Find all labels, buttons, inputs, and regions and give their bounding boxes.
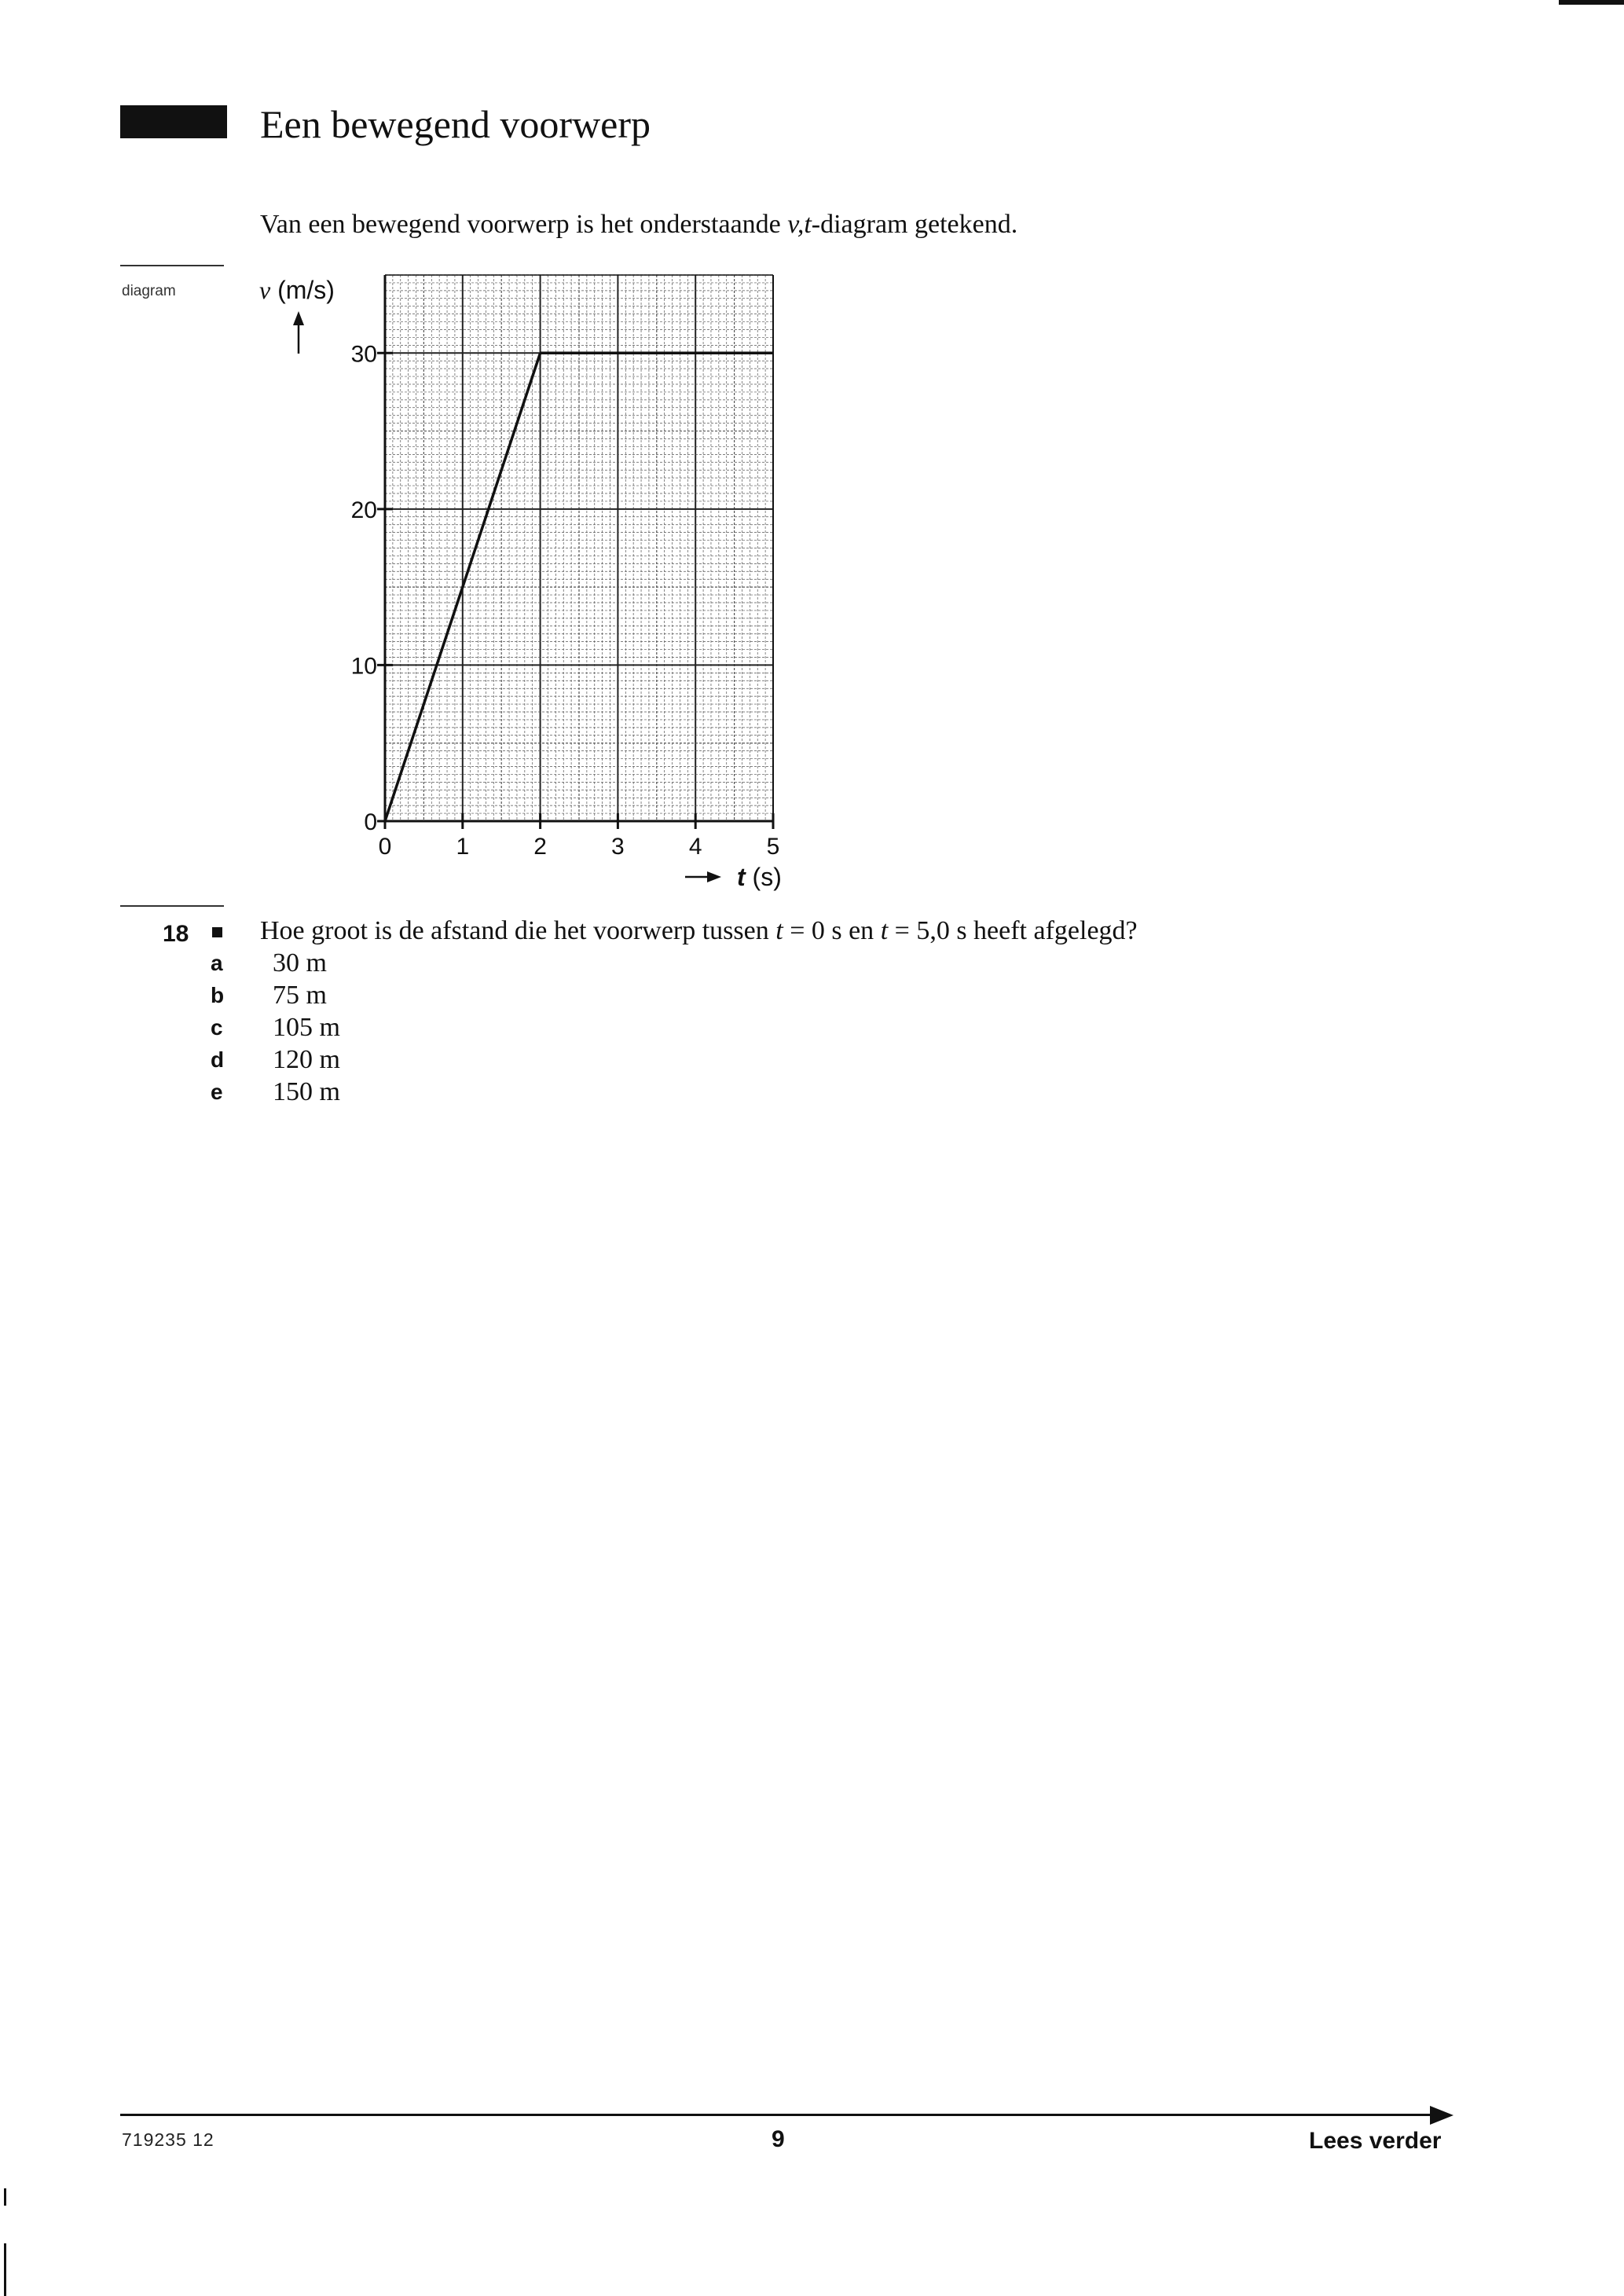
question-text (260, 914, 1138, 948)
y-axis-label (259, 276, 335, 304)
y-axis-symbol: v (259, 276, 271, 304)
question-text-part: = 0 s en (783, 916, 881, 945)
edge-mark (4, 2188, 6, 2206)
intro-text (260, 207, 1017, 242)
margin-rule-diagram (120, 265, 224, 266)
x-tick-label: 3 (611, 834, 625, 860)
intro-text-after: -diagram getekend. (811, 210, 1018, 239)
chart-grid (385, 275, 773, 821)
intro-text-before: Van een bewegend voorwerp is het onderstaande (260, 210, 788, 239)
margin-rule-question (120, 905, 224, 907)
arrow-right-icon (1430, 2106, 1454, 2125)
x-tick-label: 1 (456, 834, 470, 860)
x-axis-label (737, 863, 782, 891)
y-tick-label: 20 (350, 497, 377, 523)
edge-mark (4, 2243, 6, 2296)
x-tick-label: 5 (766, 834, 780, 860)
x-tick-label: 2 (533, 834, 547, 860)
question-text-symbol: t (880, 916, 889, 945)
question-text-part: Hoe groot is de afstand die het voorwerp tussen (260, 916, 776, 945)
arrow-right-icon (707, 871, 721, 882)
page-title: Een bewegend voorwerp (260, 102, 651, 146)
option-text-d[interactable]: 120 m (273, 1045, 340, 1074)
intro-symbol: v,t (787, 210, 812, 239)
footer-rule (120, 2114, 1432, 2116)
footer-code: 719235 12 (122, 2129, 214, 2150)
option-letter-b: b (211, 983, 225, 1007)
y-axis-unit: (m/s) (270, 276, 335, 304)
question-text-part: = 5,0 s heeft afgelegd? (888, 916, 1138, 945)
question-number: 18 (163, 921, 189, 947)
option-letter-d: d (211, 1047, 225, 1072)
arrow-up-icon (293, 311, 304, 325)
option-text-e[interactable]: 150 m (273, 1077, 340, 1106)
vt-diagram (244, 259, 809, 904)
continue-label: Lees verder (1309, 2128, 1442, 2154)
option-letter-a: a (211, 951, 223, 975)
x-tick-label: 4 (688, 834, 702, 860)
option-text-a[interactable]: 30 m (273, 948, 327, 977)
page-number: 9 (772, 2126, 785, 2152)
y-tick-label: 10 (350, 653, 377, 680)
x-axis-symbol: t (737, 863, 746, 891)
margin-label-diagram: diagram (122, 283, 176, 299)
corner-mark (1559, 0, 1624, 5)
x-axis-unit: (s) (745, 863, 782, 891)
question-square-icon (212, 927, 222, 937)
option-letter-e: e (211, 1080, 223, 1104)
y-tick-label: 0 (364, 809, 377, 835)
option-text-b[interactable]: 75 m (273, 981, 327, 1010)
option-letter-c: c (211, 1015, 223, 1040)
option-text-c[interactable]: 105 m (273, 1013, 340, 1042)
section-marker-bar (120, 105, 227, 138)
question-text-symbol: t (775, 916, 783, 945)
x-tick-label: 0 (378, 834, 392, 860)
y-tick-label: 30 (350, 341, 377, 368)
